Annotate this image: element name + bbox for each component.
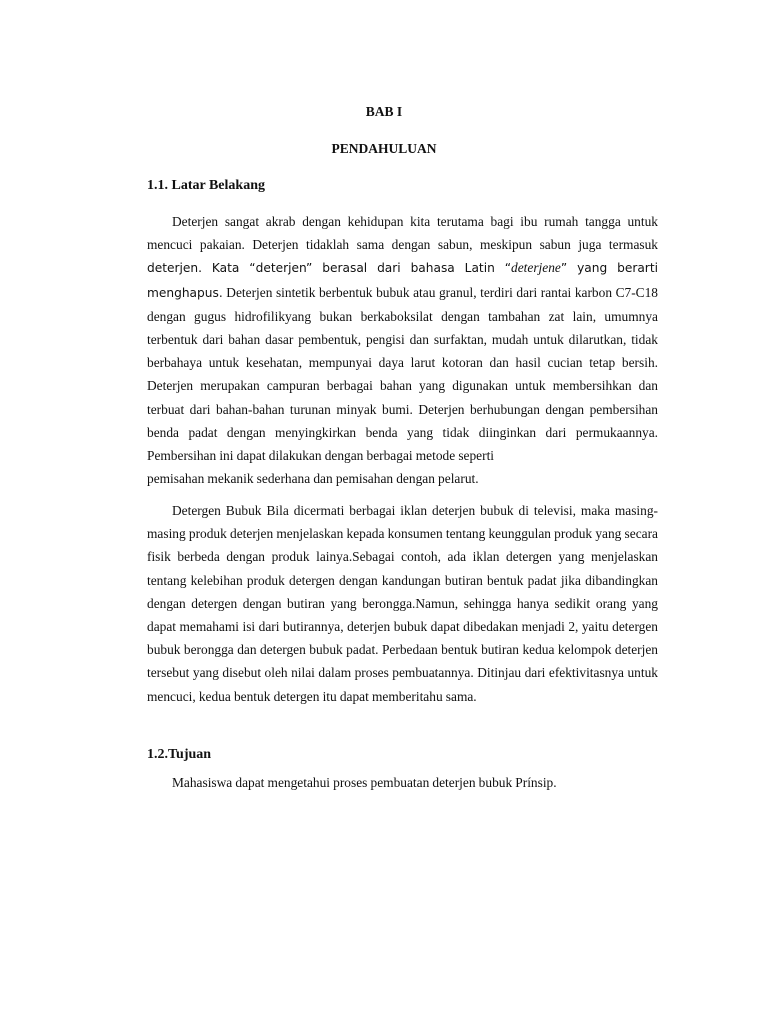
latin-term: deterjene — [511, 260, 561, 276]
paragraph-latar-belakang-2: Detergen Bubuk Bila dicermati berbagai iklan deterjen bubuk di televisi, maka masing-masing produk deterjen menjelaskan kepada konsumen tentang keunggulan produk yang secara fisik berbeda dengan produk lainya.Sebagai contoh, ada iklan detergen yang menjelaskan tentang kelebihan produk detergen dengan kandungan butiran bentuk padat jika dibandingkan dengan detergen dengan butiran yang berongga.Namun, sehingga hanya sedikit orang yang dapat memahami isi dari butirannya, deterjen bubuk dapat dibedakan menjadi 2, yaitu detergen bubuk berongga dan detergen bubuk padat. Perbedaan bentuk butiran kedua kelompok deterjen tersebut yang disebut oleh nilai dalam proses pembuatannya. Ditinjau dari efektivitasnya untuk mencuci, kedua bentuk detergen itu dapat memberitahu sama. — [147, 503, 658, 704]
paragraph-text: Deterjen sangat akrab dengan kehidupan kita terutama bagi ibu rumah tangga untuk mencuci pakaian. Deterjen tidaklah sama dengan sabun, meskipun sabun juga termasuk — [147, 214, 658, 253]
paragraph-text-sans: deterjen. Kata “deterjen” berasal dari bahasa Latin “ — [147, 261, 512, 276]
paragraph-latar-belakang-1 — [147, 210, 658, 490]
chapter-number: BAB I — [365, 104, 403, 119]
paragraph-tujuan: Mahasiswa dapat mengetahui proses pembuatan deterjen bubuk Prínsip. — [172, 775, 557, 790]
chapter-title: PENDAHULUAN — [331, 141, 437, 156]
paragraph-text: Deterjen sintetik berbentuk bubuk atau granul, terdiri dari rantai karbon C7-C18 dengan gugus hidrofilikyang bukan berkaboksilat dengan tambahan zat lain, umumnya terbentuk dari bahan dasar pembentuk, pengisi dan surfaktan, mudah untuk dilarutkan, tidak berbahaya untuk kesehatan, mempunyai daya larut kotoran dan hasil cucian tetap bersih. Deterjen merupakan campuran berbagai bahan yang digunakan untuk membersihkan dan terbuat dari bahan-bahan turunan minyak bumi. Deterjen berhubungan dengan pembersihan benda padat dengan menyingkirkan benda yang tidak diinginkan dari permukaannya. Pembersihan ini dapat dilakukan dengan berbagai metode seperti — [147, 284, 658, 464]
section-heading-latar-belakang: 1.1. Latar Belakang — [147, 178, 265, 193]
section-heading-tujuan: 1.2.Tujuan — [147, 747, 212, 762]
paragraph-text-sans: ” yang berarti menghapus. — [147, 261, 658, 300]
paragraph-text: pemisahan mekanik sederhana dan pemisahan dengan pelarut. — [147, 471, 479, 487]
